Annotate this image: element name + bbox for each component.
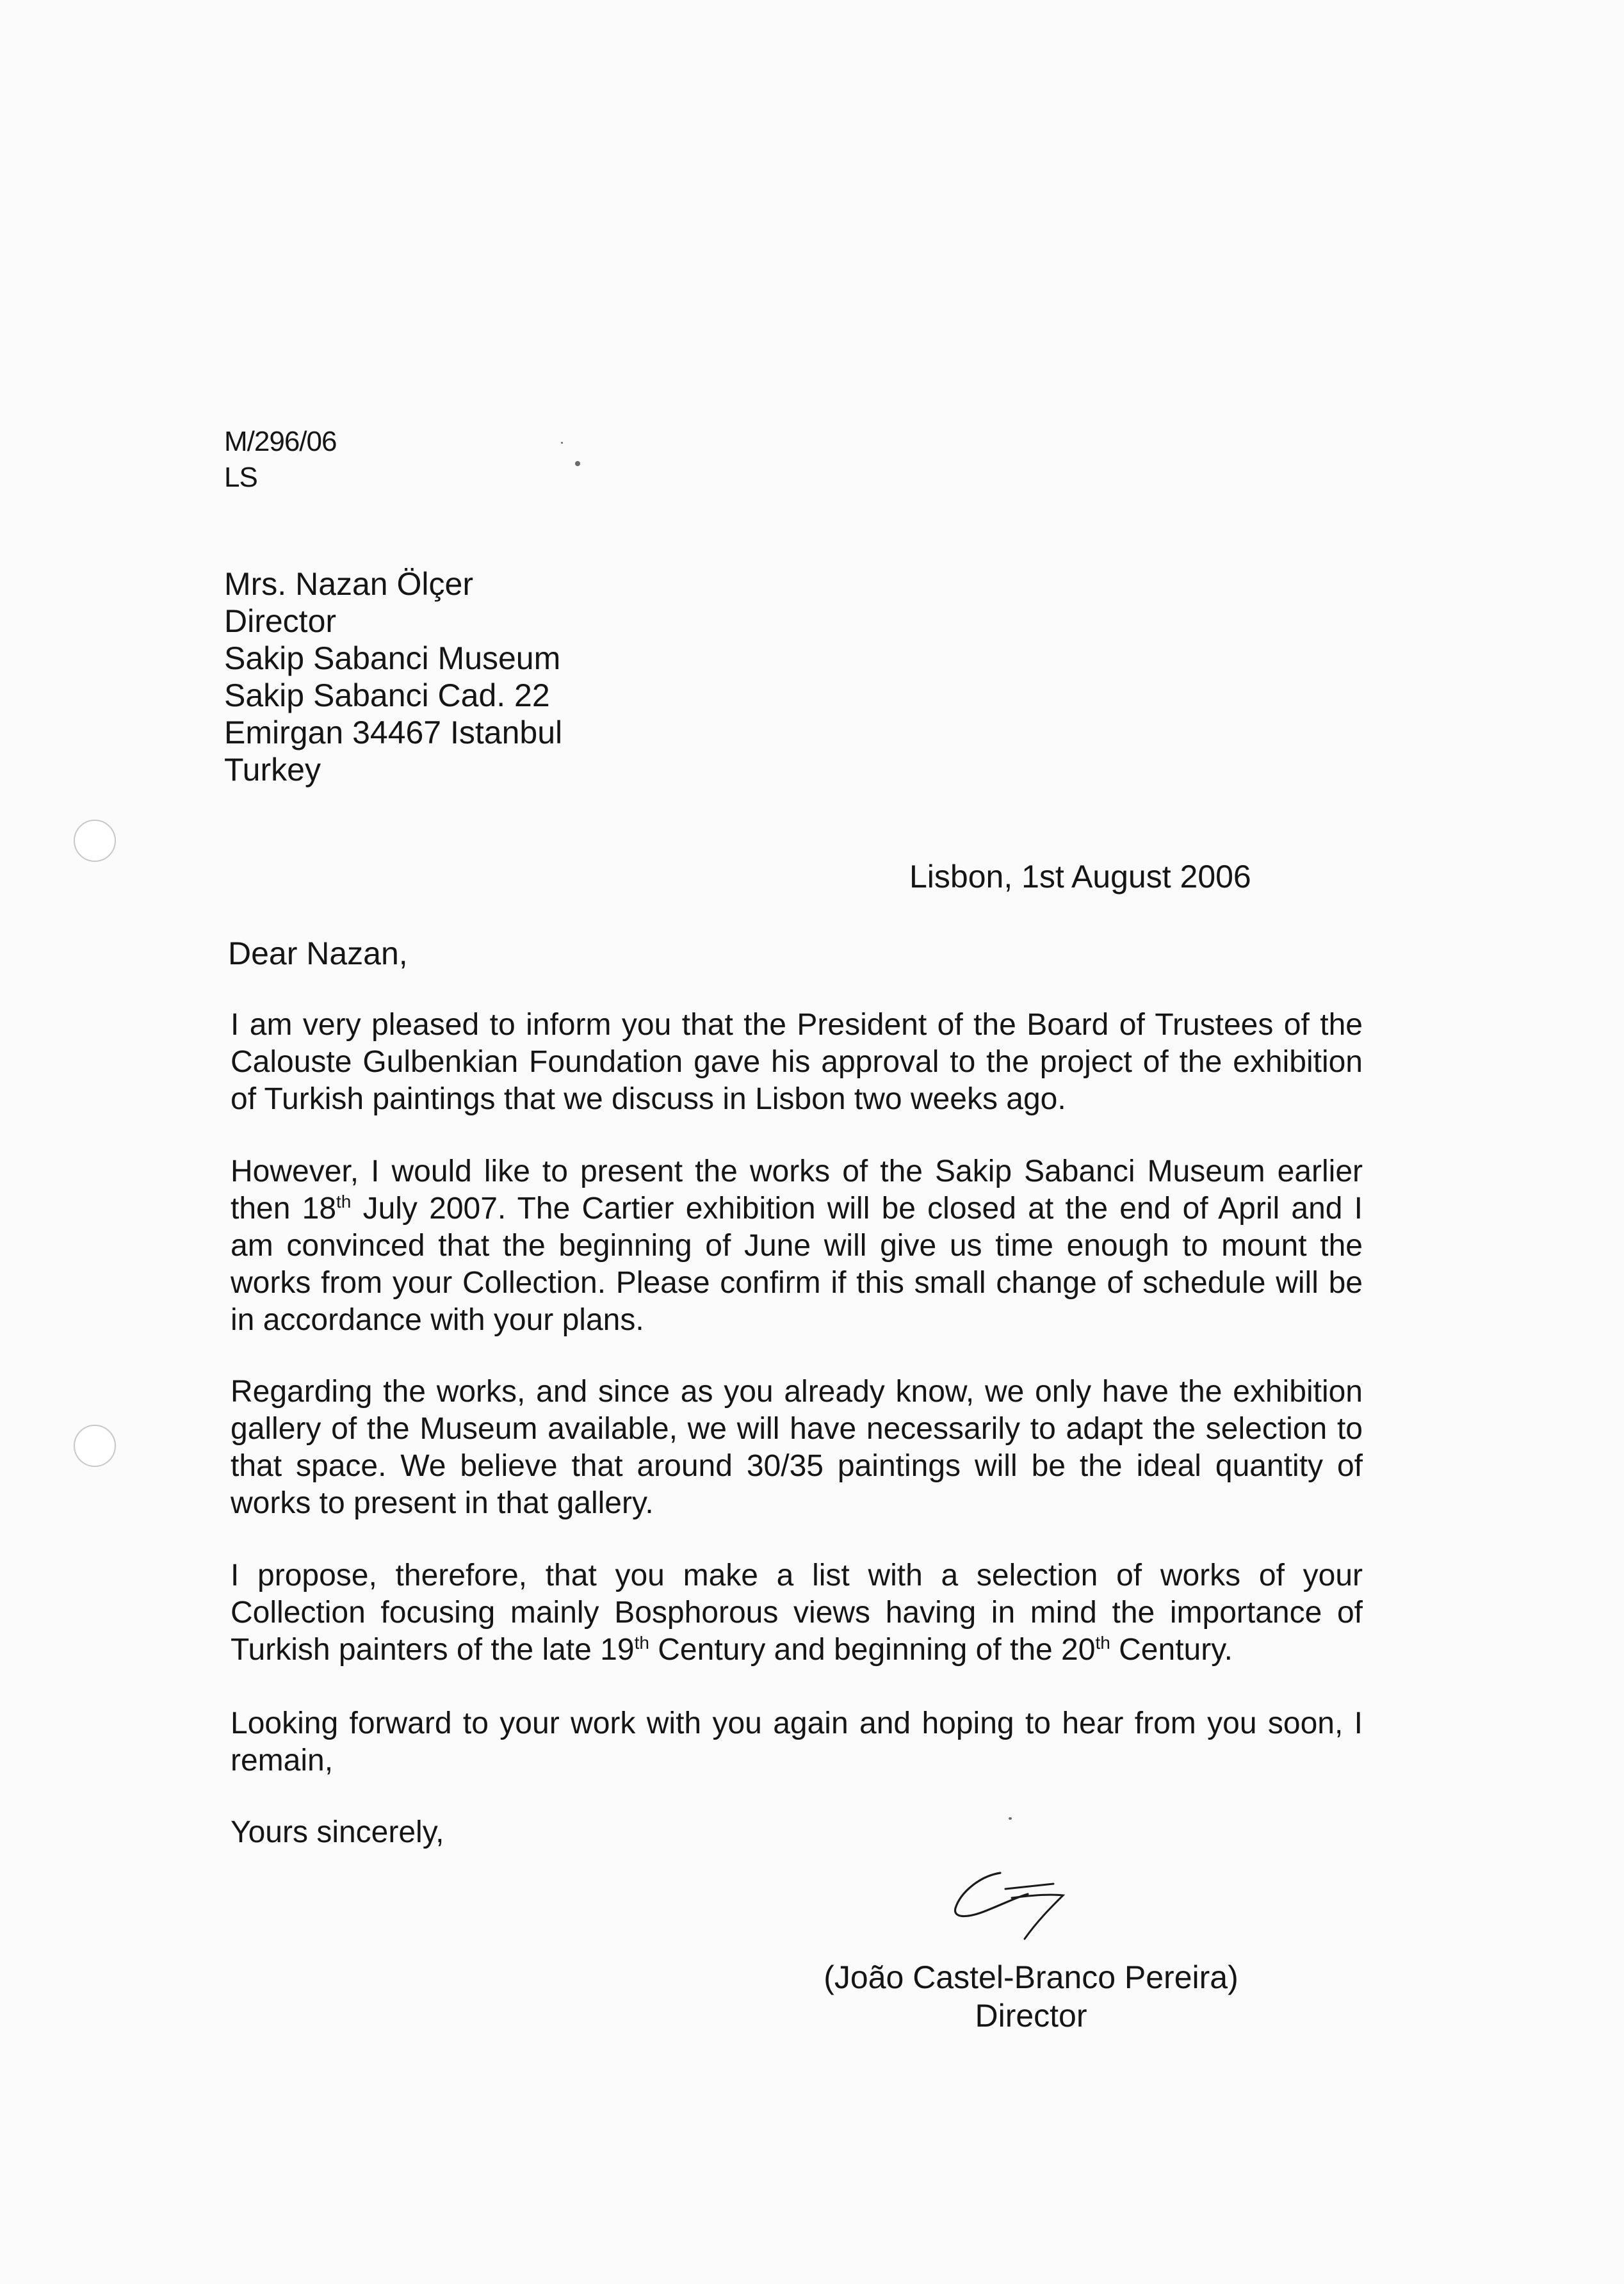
paragraph-text: Century and beginning of the 20 bbox=[649, 1633, 1096, 1667]
recipient-country: Turkey bbox=[224, 752, 321, 788]
ordinal-suffix: th bbox=[336, 1192, 352, 1211]
reference-code bbox=[224, 424, 336, 496]
reference-line: M/296/06 bbox=[224, 426, 337, 457]
paragraph-text: Century. bbox=[1110, 1633, 1233, 1667]
stray-mark bbox=[561, 442, 563, 444]
stray-mark bbox=[575, 461, 580, 466]
punch-hole-bottom bbox=[74, 1425, 116, 1467]
recipient-city: Emirgan 34467 Istanbul bbox=[224, 715, 563, 750]
recipient-address bbox=[224, 565, 562, 788]
signatory-title: Director bbox=[975, 1998, 1087, 2034]
letter-date: Lisbon, 1st August 2006 bbox=[909, 859, 1251, 895]
salutation: Dear Nazan, bbox=[228, 935, 408, 971]
paragraph-schedule bbox=[231, 1153, 1363, 1339]
punch-hole-top bbox=[74, 820, 116, 862]
handwritten-signature bbox=[941, 1857, 1133, 1947]
complimentary-close: Yours sincerely, bbox=[231, 1815, 444, 1849]
signatory-name: (João Castel-Branco Pereira) bbox=[824, 1959, 1238, 1995]
paragraph-works: Regarding the works, and since as you already know, we only have the exhibition gallery of the Museum available, we will have necessarily to adapt the selection to that space. We believe that around 30/35 paintings will be the ideal quantity of works to present in that gallery. bbox=[231, 1375, 1363, 1520]
paragraph-approval: I am very pleased to inform you that the President of the Board of Trustees of the Calouste Gulbenkian Foundation gave his approval to the project of the exhibition of Turkish paintings that we discuss in Lisbon two weeks ago. bbox=[231, 1008, 1363, 1116]
paragraph-text: However, I would like to present the works of the Sakip Sabanci Museum earlier then 18 bbox=[231, 1154, 1363, 1226]
paragraph-closing: Looking forward to your work with you again and hoping to hear from you soon, I remain, bbox=[231, 1706, 1363, 1778]
ordinal-suffix: th bbox=[1095, 1633, 1110, 1653]
recipient-street: Sakip Sabanci Cad. 22 bbox=[224, 677, 550, 713]
recipient-organization: Sakip Sabanci Museum bbox=[224, 640, 561, 676]
recipient-title: Director bbox=[224, 603, 337, 639]
ordinal-suffix: th bbox=[634, 1633, 649, 1653]
paragraph-proposal bbox=[231, 1557, 1363, 1669]
recipient-name: Mrs. Nazan Ölçer bbox=[224, 566, 473, 602]
reference-initials: LS bbox=[224, 462, 257, 493]
paragraph-text: I propose, therefore, that you make a list with a selection of works of your Collection focusing mainly Bosphorous views having in mind the importance of Turkish painters of the late 19 bbox=[231, 1559, 1363, 1667]
paragraph-text: July 2007. The Cartier exhibition will be closed at the end of April and I am convinced that the beginning of June will give us time enough to mount the works from your Collection. Please confirm if this small change of schedule will be in accordance with your plans. bbox=[231, 1192, 1363, 1337]
